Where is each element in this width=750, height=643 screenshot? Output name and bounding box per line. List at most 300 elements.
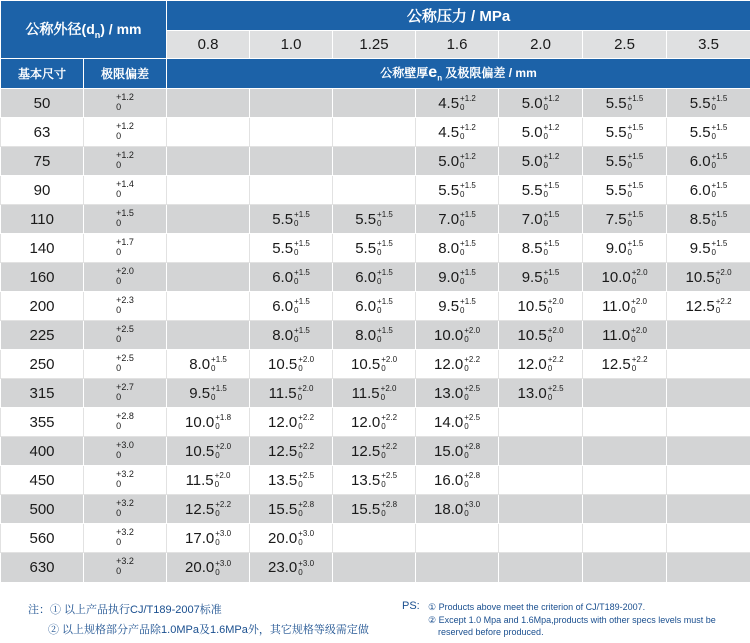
wall-value: 15.0 [434,442,464,460]
wall-tol-lower: 0 [294,219,299,229]
wall-tol-lower: 0 [377,219,382,229]
note-cn-1: 注：① 以上产品执行CJ/T189-2007标准 [28,604,222,616]
basic-size-cell: 560 [1,524,84,553]
wall-tol-lower: 0 [211,364,216,374]
wall-tol-lower: 0 [547,364,553,374]
wall-thickness-cell [333,176,416,205]
wall-tol-lower: 0 [215,451,220,461]
tolerance-lower: 0 [116,333,122,344]
wall-tol-upper: +2.0 [464,326,481,336]
wall-value: 5.5 [521,181,543,199]
tolerance-cell [84,263,167,292]
wall-tol-upper: +3.0 [298,529,315,539]
wall-tol-lower: 0 [215,538,220,548]
wall-tol-upper: +2.8 [464,471,481,481]
tolerance-lower: 0 [116,536,122,547]
tolerance-cell [84,147,167,176]
wall-thickness-cell [583,263,667,292]
wall-tol-lower: 0 [298,422,303,432]
basic-size-cell: 450 [1,466,84,495]
wall-thickness-cell [416,321,499,350]
tolerance-upper: +2.7 [116,381,134,392]
wall-value: 15.5 [351,500,381,518]
wall-tol-upper: +1.2 [460,123,476,133]
wall-value: 10.5 [517,297,547,315]
basic-size-cell: 160 [1,263,84,292]
tolerance-upper: +1.4 [116,178,134,189]
tolerance-lower: 0 [116,130,122,141]
table-row [1,379,750,408]
wall-tol-lower: 0 [711,248,716,258]
wall-tol-upper: +2.2 [298,413,315,423]
wall-thickness-cell [667,89,750,118]
basic-size-cell: 400 [1,437,84,466]
wall-thickness-cell [250,553,333,583]
wall-tol-upper: +1.5 [711,239,728,249]
wall-thickness-cell [167,321,250,350]
wall-tol-upper: +1.5 [627,152,644,162]
note-en-3: reserved before produced. [438,627,544,637]
wall-tol-lower: 0 [381,422,386,432]
wall-thickness-cell [250,89,333,118]
wall-tol-upper: +2.0 [547,297,564,307]
wall-thickness-cell [250,321,333,350]
wall-tol-upper: +1.5 [211,384,227,394]
wall-tol-lower: 0 [547,335,553,345]
wall-thickness-cell [583,495,667,524]
wall-thickness-cell [333,263,416,292]
wall-thickness-cell [167,466,250,495]
tolerance-cell [84,321,167,350]
wall-tol-lower: 0 [543,219,548,229]
wall-tol-upper: +2.0 [381,355,398,365]
wall-tol-lower: 0 [631,306,636,316]
wall-tol-lower: 0 [460,248,465,258]
wall-tol-upper: +1.5 [711,152,728,162]
tolerance-upper: +1.7 [116,236,134,247]
tolerance-lower: 0 [116,217,122,228]
wall-tol-upper: +2.0 [715,268,732,278]
basic-size-cell: 90 [1,176,84,205]
wall-value: 12.5 [185,500,215,518]
wall-value: 8.0 [438,239,460,257]
wall-thickness-cell [499,234,583,263]
wall-value: 12.0 [268,413,298,431]
wall-tol-lower: 0 [460,132,465,142]
wall-tol-upper: +1.5 [543,181,560,191]
wall-tol-upper: +2.0 [380,384,397,394]
basic-size-cell: 50 [1,89,84,118]
wall-value: 11.0 [602,297,631,315]
tolerance-cell [84,466,167,495]
wall-tol-lower: 0 [543,277,548,287]
wall-value: 17.0 [185,529,215,547]
wall-thickness-cell [499,321,583,350]
wall-thickness-cell [250,118,333,147]
wall-thickness-cell [167,379,250,408]
wall-value: 6.0 [355,268,377,286]
wall-tol-lower: 0 [381,509,386,519]
tolerance-lower: 0 [116,304,122,315]
wall-value: 10.5 [351,355,381,373]
wall-tol-upper: +1.5 [711,210,728,220]
tolerance-upper: +3.0 [116,439,134,450]
table-row [1,466,750,495]
tolerance-lower: 0 [116,507,122,518]
wall-thickness-cell [583,553,667,583]
wall-tol-upper: +2.2 [547,355,564,365]
tolerance-cell [84,118,167,147]
diameter-header: 公称外径$(d_n)$ / mm [1,1,167,59]
wall-tol-lower: 0 [460,219,465,229]
wall-tol-lower: 0 [294,306,299,316]
wall-value: 9.5 [438,297,460,315]
wall-tol-lower: 0 [464,509,469,519]
wall-tol-lower: 0 [294,277,299,287]
wall-thickness-cell [167,118,250,147]
wall-tol-lower: 0 [543,190,548,200]
wall-thickness-cell [416,234,499,263]
wall-tol-upper: +1.5 [543,239,560,249]
wall-tol-lower: 0 [297,393,303,403]
tolerance-upper: +3.2 [116,526,134,537]
tolerance-cell [84,234,167,263]
wall-tol-lower: 0 [627,190,632,200]
pressure-level: 1.25 [333,31,416,59]
wall-tol-upper: +1.5 [377,297,393,307]
pressure-level: 2.0 [499,31,583,59]
table-row [1,495,750,524]
wall-thickness-cell [583,350,667,379]
wall-tol-lower: 0 [377,335,382,345]
tolerance-cell [84,292,167,321]
wall-tol-upper: +1.2 [460,152,476,162]
wall-thickness-cell [667,292,750,321]
wall-thickness-cell [167,176,250,205]
wall-value: 5.0 [438,152,460,170]
wall-thickness-cell [167,437,250,466]
wall-thickness-cell [416,379,499,408]
wall-value: 10.0 [434,326,464,344]
table-row [1,263,750,292]
wall-value: 8.5 [521,239,543,257]
wall-thickness-cell [333,89,416,118]
wall-value: 8.0 [355,326,377,344]
basic-size-cell: 140 [1,234,84,263]
tolerance-lower: 0 [116,478,122,489]
wall-value: 8.5 [689,210,711,228]
tolerance-cell [84,437,167,466]
wall-tol-upper: +2.2 [381,413,398,423]
wall-thickness-cell [333,350,416,379]
table-row [1,524,750,553]
table-row [1,205,750,234]
wall-thickness-cell [499,89,583,118]
table-row [1,234,750,263]
wall-tol-lower: 0 [627,248,632,258]
wall-thickness-cell [499,553,583,583]
wall-tol-lower: 0 [215,567,220,577]
wall-tol-lower: 0 [298,538,303,548]
wall-tol-lower: 0 [631,277,637,287]
tolerance-lower: 0 [116,275,122,286]
wall-tol-lower: 0 [214,480,220,490]
wall-tol-upper: +1.5 [543,268,560,278]
wall-thickness-cell [250,263,333,292]
wall-thickness-cell [333,234,416,263]
wall-thickness-cell [416,205,499,234]
wall-tol-upper: +1.5 [460,210,476,220]
wall-value: 12.0 [351,413,381,431]
wall-value: 7.0 [521,210,543,228]
wall-tol-upper: +1.5 [377,268,393,278]
basic-size-cell: 75 [1,147,84,176]
wall-tol-lower: 0 [711,190,716,200]
wall-thickness-cell [583,466,667,495]
wall-tol-upper: +1.5 [543,210,560,220]
tolerance-upper: +1.2 [116,149,134,160]
wall-tol-lower: 0 [381,451,386,461]
tolerance-upper: +2.5 [116,352,134,363]
wall-thickness-cell [167,524,250,553]
wall-value: 11.5 [268,384,297,402]
wall-value: 10.5 [185,442,215,460]
wall-value: 5.5 [605,123,627,141]
wall-thickness-cell [250,234,333,263]
tolerance-upper: +1.2 [116,120,134,131]
wall-tol-lower: 0 [298,567,303,577]
wall-value: 6.0 [689,152,711,170]
wall-tol-lower: 0 [215,422,220,432]
wall-value: 4.5 [438,123,460,141]
wall-value: 10.5 [268,355,298,373]
wall-value: 6.0 [272,268,294,286]
wall-thickness-cell [499,466,583,495]
pressure-level: 1.6 [416,31,499,59]
wall-tol-upper: +2.2 [464,355,481,365]
wall-thickness-cell [333,408,416,437]
wall-value: 20.0 [268,529,298,547]
wall-thickness-cell [499,263,583,292]
wall-tol-upper: +2.5 [547,384,564,394]
tolerance-upper: +2.8 [116,410,134,421]
wall-tol-lower: 0 [627,132,632,142]
wall-value: 10.5 [517,326,547,344]
wall-value: 13.5 [351,471,381,489]
pressure-header: 公称压力 / MPa [167,1,750,31]
wall-tol-upper: +2.2 [631,355,648,365]
wall-value: 6.0 [355,297,377,315]
note-cn-2: ② 以上规格部分产品除1.0MPa及1.6MPa外，其它规格等级需定做 [48,624,369,636]
wall-thickness-cell [667,408,750,437]
wall-thickness-cell [416,553,499,583]
wall-value: 16.0 [434,471,464,489]
wall-tol-upper: +3.0 [298,558,315,568]
tolerance-upper: +2.3 [116,294,134,305]
wall-thickness-header: 公称壁厚$e_n$ 及极限偏差 / mm [167,59,750,89]
wall-thickness-cell [250,147,333,176]
wall-thickness-cell [499,437,583,466]
wall-thickness-cell [333,321,416,350]
wall-tol-upper: +1.2 [543,152,560,162]
tolerance-upper: +3.2 [116,556,134,566]
wall-thickness-cell [499,524,583,553]
wall-tol-upper: +1.5 [460,297,476,307]
wall-tol-upper: +2.2 [381,442,398,452]
wall-tol-lower: 0 [464,480,469,490]
wall-tol-lower: 0 [460,306,465,316]
basic-size-cell: 630 [1,553,84,583]
wall-tol-upper: +2.2 [715,297,732,307]
wall-thickness-cell [667,176,750,205]
wall-value: 20.0 [185,559,215,577]
wall-thickness-cell [167,553,250,583]
wall-tol-upper: +1.5 [627,123,644,133]
tolerance-cell [84,350,167,379]
wall-tol-upper: +2.0 [297,384,314,394]
wall-thickness-cell [416,176,499,205]
tolerance-header: 极限偏差 [84,59,167,89]
pressure-level: 3.5 [667,31,750,59]
wall-tol-upper: +1.5 [377,210,393,220]
wall-value: 9.0 [605,239,627,257]
table-row [1,89,750,118]
wall-thickness-cell [499,292,583,321]
wall-tol-upper: +1.5 [460,239,476,249]
wall-thickness-cell [250,292,333,321]
wall-thickness-cell [333,466,416,495]
wall-thickness-cell [250,205,333,234]
wall-tol-upper: +1.5 [377,326,393,336]
wall-tol-upper: +2.8 [381,500,398,510]
wall-value: 8.0 [272,326,294,344]
wall-tol-lower: 0 [460,190,465,200]
wall-tol-lower: 0 [711,103,716,113]
wall-tol-lower: 0 [460,161,465,171]
wall-tol-lower: 0 [460,277,465,287]
wall-thickness-cell [250,379,333,408]
wall-thickness-cell [416,89,499,118]
wall-tol-upper: +2.8 [464,442,481,452]
wall-thickness-cell [167,147,250,176]
wall-tol-upper: +2.0 [547,326,564,336]
wall-thickness-cell [667,379,750,408]
wall-value: 5.5 [355,210,377,228]
basic-size-cell: 355 [1,408,84,437]
pressure-level: 0.8 [167,31,250,59]
wall-tol-upper: +1.5 [294,239,310,249]
wall-tol-upper: +2.5 [464,413,481,423]
wall-value: 10.0 [185,413,215,431]
wall-thickness-cell [167,495,250,524]
wall-tol-lower: 0 [380,393,386,403]
wall-thickness-cell [167,263,250,292]
wall-value: 23.0 [268,559,298,577]
wall-value: 5.0 [521,123,543,141]
wall-tol-upper: +1.2 [543,123,560,133]
wall-tol-lower: 0 [711,219,716,229]
wall-thickness-cell [583,524,667,553]
wall-thickness-cell [667,466,750,495]
wall-tol-upper: +2.5 [298,471,315,481]
wall-tol-upper: +1.5 [211,355,227,365]
tolerance-upper: +2.5 [116,323,134,334]
wall-thickness-cell [499,118,583,147]
wall-thickness-cell [499,350,583,379]
wall-tol-upper: +1.5 [711,181,728,191]
wall-tol-lower: 0 [464,393,469,403]
wall-tol-lower: 0 [711,161,716,171]
table-row [1,350,750,379]
wall-thickness-cell [167,89,250,118]
table-row [1,118,750,147]
tolerance-lower: 0 [116,449,122,460]
wall-value: 9.5 [521,268,543,286]
note-en-2: ② Except 1.0 Mpa and 1.6Mpa,products with other specs levels must be [428,615,716,625]
wall-thickness-cell [499,147,583,176]
basic-size-cell: 250 [1,350,84,379]
wall-thickness-cell [583,118,667,147]
wall-value: 12.5 [601,355,631,373]
tolerance-upper: +2.0 [116,265,134,276]
wall-thickness-cell [667,437,750,466]
basic-size-cell: 500 [1,495,84,524]
wall-tol-lower: 0 [294,248,299,258]
wall-thickness-cell [333,437,416,466]
wall-thickness-cell [583,89,667,118]
wall-value: 14.0 [434,413,464,431]
tolerance-cell [84,379,167,408]
wall-value: 13.5 [268,471,298,489]
wall-tol-upper: +3.0 [215,529,232,539]
wall-thickness-cell [333,379,416,408]
wall-tol-upper: +1.5 [294,297,310,307]
basic-size-cell: 200 [1,292,84,321]
wall-tol-upper: +1.2 [460,94,476,104]
wall-tol-lower: 0 [627,219,632,229]
wall-value: 13.0 [434,384,464,402]
wall-value: 9.5 [689,239,711,257]
wall-tol-lower: 0 [298,451,303,461]
tolerance-lower: 0 [116,362,122,373]
wall-thickness-cell [416,118,499,147]
wall-tol-upper: +1.5 [460,268,476,278]
wall-value: 12.5 [268,442,298,460]
wall-thickness-cell [667,263,750,292]
wall-value: 8.0 [189,355,211,373]
table-row [1,292,750,321]
wall-tol-lower: 0 [377,277,382,287]
wall-tol-lower: 0 [464,422,469,432]
wall-tol-upper: +1.5 [627,181,644,191]
wall-thickness-cell [667,321,750,350]
wall-tol-upper: +1.5 [627,239,644,249]
wall-tol-upper: +2.5 [381,471,398,481]
wall-value: 11.0 [602,326,631,344]
wall-thickness-cell [583,408,667,437]
wall-thickness-cell [333,524,416,553]
wall-thickness-cell [583,205,667,234]
wall-value: 5.5 [272,210,294,228]
wall-value: 5.5 [605,94,627,112]
wall-value: 12.0 [517,355,547,373]
table-row [1,553,750,583]
wall-tol-lower: 0 [627,161,632,171]
wall-thickness-cell [667,118,750,147]
wall-thickness-cell [167,205,250,234]
wall-value: 12.5 [351,442,381,460]
wall-thickness-cell [416,292,499,321]
